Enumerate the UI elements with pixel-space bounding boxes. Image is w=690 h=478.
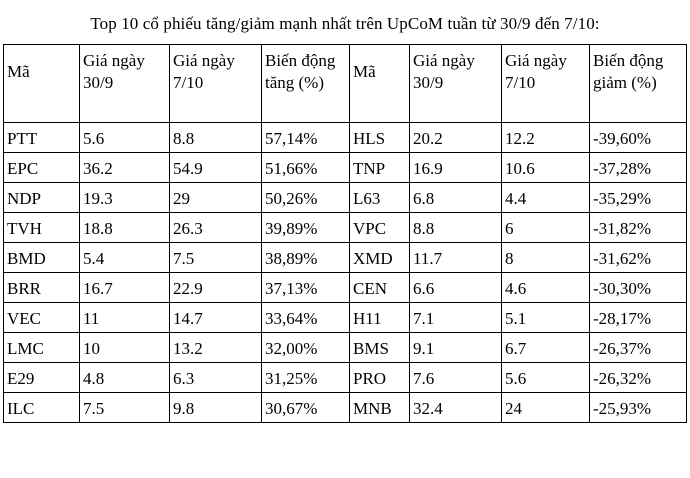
cell-up-change: 39,89% (262, 213, 350, 243)
cell-up-change: 31,25% (262, 363, 350, 393)
table-row (4, 333, 687, 363)
cell-up-price-30-9: 18.8 (80, 213, 170, 243)
cell-down-price-7-10: 5.6 (502, 363, 590, 393)
table-row (4, 363, 687, 393)
header-ma: Mã (4, 45, 80, 123)
cell-up-price-7-10: 9.8 (170, 393, 262, 423)
cell-down-change: -26,37% (590, 333, 687, 363)
table-header-row (4, 45, 687, 123)
cell-up-code: E29 (4, 363, 80, 393)
cell-up-code: BRR (4, 273, 80, 303)
cell-up-price-30-9: 19.3 (80, 183, 170, 213)
table-row (4, 243, 687, 273)
cell-down-price-30-9: 8.8 (410, 213, 502, 243)
cell-down-code: XMD (350, 243, 410, 273)
cell-down-price-7-10: 6.7 (502, 333, 590, 363)
cell-down-price-7-10: 24 (502, 393, 590, 423)
cell-down-change: -30,30% (590, 273, 687, 303)
cell-down-price-7-10: 8 (502, 243, 590, 273)
cell-down-price-7-10: 10.6 (502, 153, 590, 183)
cell-up-code: ILC (4, 393, 80, 423)
cell-down-code: VPC (350, 213, 410, 243)
cell-up-change: 57,14% (262, 123, 350, 153)
cell-down-price-30-9: 6.8 (410, 183, 502, 213)
cell-down-code: MNB (350, 393, 410, 423)
cell-down-price-30-9: 7.1 (410, 303, 502, 333)
header-gia-30-9-2: Giá ngày 30/9 (410, 45, 502, 123)
cell-down-code: H11 (350, 303, 410, 333)
table-row (4, 273, 687, 303)
cell-up-price-30-9: 4.8 (80, 363, 170, 393)
cell-down-price-7-10: 5.1 (502, 303, 590, 333)
header-ma-2: Mã (350, 45, 410, 123)
cell-up-change: 30,67% (262, 393, 350, 423)
cell-down-price-30-9: 11.7 (410, 243, 502, 273)
cell-up-price-30-9: 7.5 (80, 393, 170, 423)
cell-up-price-7-10: 13.2 (170, 333, 262, 363)
table-row (4, 393, 687, 423)
cell-up-change: 51,66% (262, 153, 350, 183)
cell-down-code: PRO (350, 363, 410, 393)
cell-down-price-7-10: 4.4 (502, 183, 590, 213)
cell-up-price-7-10: 8.8 (170, 123, 262, 153)
cell-up-price-30-9: 10 (80, 333, 170, 363)
cell-up-code: VEC (4, 303, 80, 333)
cell-down-code: HLS (350, 123, 410, 153)
cell-up-price-30-9: 5.4 (80, 243, 170, 273)
cell-up-price-7-10: 22.9 (170, 273, 262, 303)
cell-up-code: BMD (4, 243, 80, 273)
stock-table (3, 44, 687, 423)
cell-up-price-30-9: 11 (80, 303, 170, 333)
cell-up-price-7-10: 54.9 (170, 153, 262, 183)
cell-up-change: 38,89% (262, 243, 350, 273)
header-bien-dong-giam: Biến động giảm (%) (590, 45, 687, 123)
cell-up-price-7-10: 14.7 (170, 303, 262, 333)
cell-up-price-7-10: 6.3 (170, 363, 262, 393)
cell-up-price-7-10: 7.5 (170, 243, 262, 273)
header-bien-dong-tang: Biến động tăng (%) (262, 45, 350, 123)
cell-down-price-7-10: 4.6 (502, 273, 590, 303)
header-gia-7-10-2: Giá ngày 7/10 (502, 45, 590, 123)
cell-up-change: 50,26% (262, 183, 350, 213)
cell-up-price-7-10: 29 (170, 183, 262, 213)
table-row (4, 213, 687, 243)
cell-up-change: 37,13% (262, 273, 350, 303)
table-title: Top 10 cổ phiếu tăng/giảm mạnh nhất trên UpCoM tuần từ 30/9 đến 7/10: (90, 14, 600, 33)
cell-up-code: TVH (4, 213, 80, 243)
cell-up-change: 33,64% (262, 303, 350, 333)
cell-down-change: -37,28% (590, 153, 687, 183)
cell-up-price-30-9: 5.6 (80, 123, 170, 153)
cell-down-code: L63 (350, 183, 410, 213)
cell-up-price-7-10: 26.3 (170, 213, 262, 243)
cell-down-change: -39,60% (590, 123, 687, 153)
cell-down-code: CEN (350, 273, 410, 303)
table-row (4, 303, 687, 333)
cell-up-code: NDP (4, 183, 80, 213)
cell-down-change: -31,62% (590, 243, 687, 273)
cell-down-price-30-9: 16.9 (410, 153, 502, 183)
table-row (4, 153, 687, 183)
cell-up-change: 32,00% (262, 333, 350, 363)
cell-down-change: -31,82% (590, 213, 687, 243)
header-gia-30-9: Giá ngày 30/9 (80, 45, 170, 123)
cell-up-price-30-9: 36.2 (80, 153, 170, 183)
cell-down-change: -28,17% (590, 303, 687, 333)
cell-up-code: PTT (4, 123, 80, 153)
cell-down-price-30-9: 20.2 (410, 123, 502, 153)
cell-down-change: -35,29% (590, 183, 687, 213)
cell-down-price-30-9: 6.6 (410, 273, 502, 303)
cell-down-price-7-10: 12.2 (502, 123, 590, 153)
cell-down-price-7-10: 6 (502, 213, 590, 243)
cell-down-change: -26,32% (590, 363, 687, 393)
cell-down-price-30-9: 32.4 (410, 393, 502, 423)
cell-down-price-30-9: 9.1 (410, 333, 502, 363)
cell-down-change: -25,93% (590, 393, 687, 423)
cell-up-price-30-9: 16.7 (80, 273, 170, 303)
table-row (4, 183, 687, 213)
header-gia-7-10: Giá ngày 7/10 (170, 45, 262, 123)
cell-up-code: LMC (4, 333, 80, 363)
table-row (4, 123, 687, 153)
cell-up-code: EPC (4, 153, 80, 183)
cell-down-code: TNP (350, 153, 410, 183)
cell-down-price-30-9: 7.6 (410, 363, 502, 393)
cell-down-code: BMS (350, 333, 410, 363)
